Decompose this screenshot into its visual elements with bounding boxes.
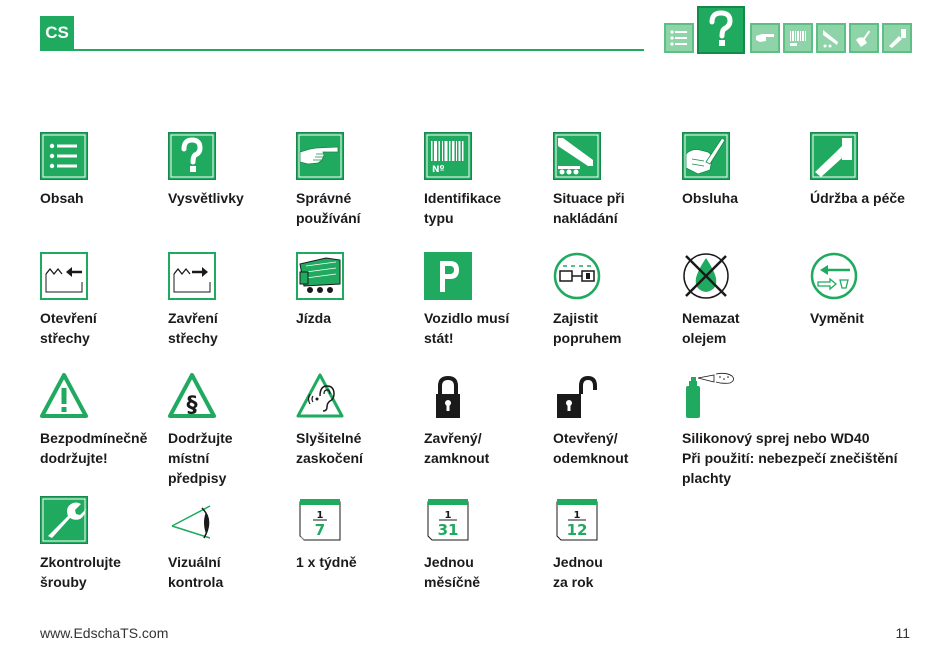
lock-closed-icon (424, 372, 472, 420)
legend-item-loading (553, 132, 678, 228)
nav-maintenance-button[interactable] (882, 23, 912, 53)
nav-operation-button[interactable] (849, 23, 879, 53)
legend-label: Bezpodmínečně dodržujte! (40, 430, 148, 466)
legend-label: Vysvětlivky (168, 190, 244, 206)
legend-item-driving (296, 252, 421, 328)
legend-item-contents (40, 132, 165, 208)
legend-label: Jednou za rok (553, 554, 603, 590)
legend-item-roof-close (168, 252, 293, 348)
legend-item-check-screws (40, 496, 165, 592)
legend-label: Nemazat olejem (682, 310, 740, 346)
strap-icon (553, 252, 601, 300)
legend-label: Jednou měsíčně (424, 554, 481, 590)
truck-icon (296, 252, 344, 300)
legend-item-usage (296, 132, 421, 228)
calendar-bottom-number: 12 (566, 521, 588, 539)
legend-label: Vozidlo musí stát! (424, 310, 510, 346)
legend-item-weekly (296, 496, 421, 572)
pointing-hand-icon (754, 27, 776, 49)
legend-item-unlocked (553, 372, 678, 468)
svg-text:§: § (186, 393, 198, 418)
legend-label: Zavření střechy (168, 310, 218, 346)
legend-label: Slyšitelné zaskočení (296, 430, 363, 466)
svg-text:Nº: Nº (432, 165, 445, 175)
legend-label: Otevřený/ odemknout (553, 430, 629, 466)
lock-open-icon (553, 372, 601, 420)
legend-label: Jízda (296, 310, 332, 326)
question-icon (168, 132, 216, 180)
legend-label: Otevření střechy (40, 310, 97, 346)
legend-label: Dodržujte místní předpisy (168, 430, 233, 486)
parking-icon (424, 252, 472, 300)
loading-icon (553, 132, 601, 180)
calendar-top-number: 1 (316, 510, 324, 521)
legend-label: Zavřený/ zamknout (424, 430, 490, 466)
legend-item-maintenance (810, 132, 935, 208)
legend-label: Údržba a péče (810, 190, 905, 206)
footer-website: www.EdschaTS.com (40, 625, 169, 641)
calendar-bottom-number: 31 (437, 521, 459, 539)
legend-label: Zajistit popruhem (553, 310, 622, 346)
no-oil-icon (682, 252, 730, 300)
legend-label: Identifikace typu (424, 190, 502, 226)
list-icon (668, 27, 690, 49)
nav-usage-button[interactable] (750, 23, 780, 53)
calendar-month-icon (424, 496, 472, 544)
replace-icon (810, 252, 858, 300)
legend-item-explanations (168, 132, 293, 208)
legend-label: Správné používání (296, 190, 361, 226)
language-badge: CS (40, 16, 74, 50)
spray-can-icon (682, 372, 742, 420)
legend-label: Vyměnit (810, 310, 864, 326)
hand-tool-icon (682, 132, 730, 180)
legend-item-operation (682, 132, 807, 208)
legend-item-audible-click (296, 372, 421, 468)
spray-care-icon (810, 132, 858, 180)
legend-label: 1 x týdně (296, 554, 357, 570)
list-icon (40, 132, 88, 180)
legend-item-spray (682, 372, 922, 488)
hand-tool-icon (853, 27, 875, 49)
legend-item-strap (553, 252, 678, 348)
ear-icon (296, 372, 344, 420)
wrench-icon (40, 496, 88, 544)
legend-label: Obsah (40, 190, 84, 206)
legend-item-replace (810, 252, 935, 328)
legend-item-yearly (553, 496, 678, 592)
spray-care-icon (886, 27, 908, 49)
roof-close-icon (168, 252, 216, 300)
pointing-hand-icon (296, 132, 344, 180)
question-icon (703, 10, 739, 50)
legend-label: Vizuální kontrola (168, 554, 224, 590)
calendar-week-icon (296, 496, 344, 544)
legend-label: Silikonový sprej nebo WD40 Při použití: nebezpečí znečištění plachty (682, 430, 898, 486)
legend-item-local-rules (168, 372, 293, 488)
legend-label: Situace při nakládání (553, 190, 625, 226)
paragraph-icon (168, 372, 216, 420)
page-number: 11 (895, 625, 910, 641)
nav-loading-button[interactable] (816, 23, 846, 53)
roof-open-icon (40, 252, 88, 300)
barcode-icon (424, 132, 472, 180)
nav-contents-button[interactable] (664, 23, 694, 53)
legend-item-no-oil (682, 252, 807, 348)
legend-item-visual-check (168, 496, 293, 592)
legend-item-parking (424, 252, 549, 348)
calendar-bottom-number: 7 (314, 521, 326, 539)
legend-item-warning (40, 372, 165, 468)
calendar-year-icon (553, 496, 601, 544)
legend-item-locked (424, 372, 549, 468)
legend-label: Obsluha (682, 190, 739, 206)
warning-icon (40, 372, 88, 420)
eye-icon (168, 496, 216, 544)
calendar-top-number: 1 (444, 510, 452, 521)
legend-item-identification (424, 132, 549, 228)
legend-item-roof-open (40, 252, 165, 348)
header-rule (40, 49, 644, 51)
nav-explanations-button[interactable] (697, 6, 745, 54)
barcode-icon (787, 27, 809, 49)
loading-icon (820, 27, 842, 49)
calendar-top-number: 1 (573, 510, 581, 521)
legend-label: Zkontrolujte šrouby (40, 554, 121, 590)
legend-item-monthly (424, 496, 549, 592)
nav-identification-button[interactable] (783, 23, 813, 53)
